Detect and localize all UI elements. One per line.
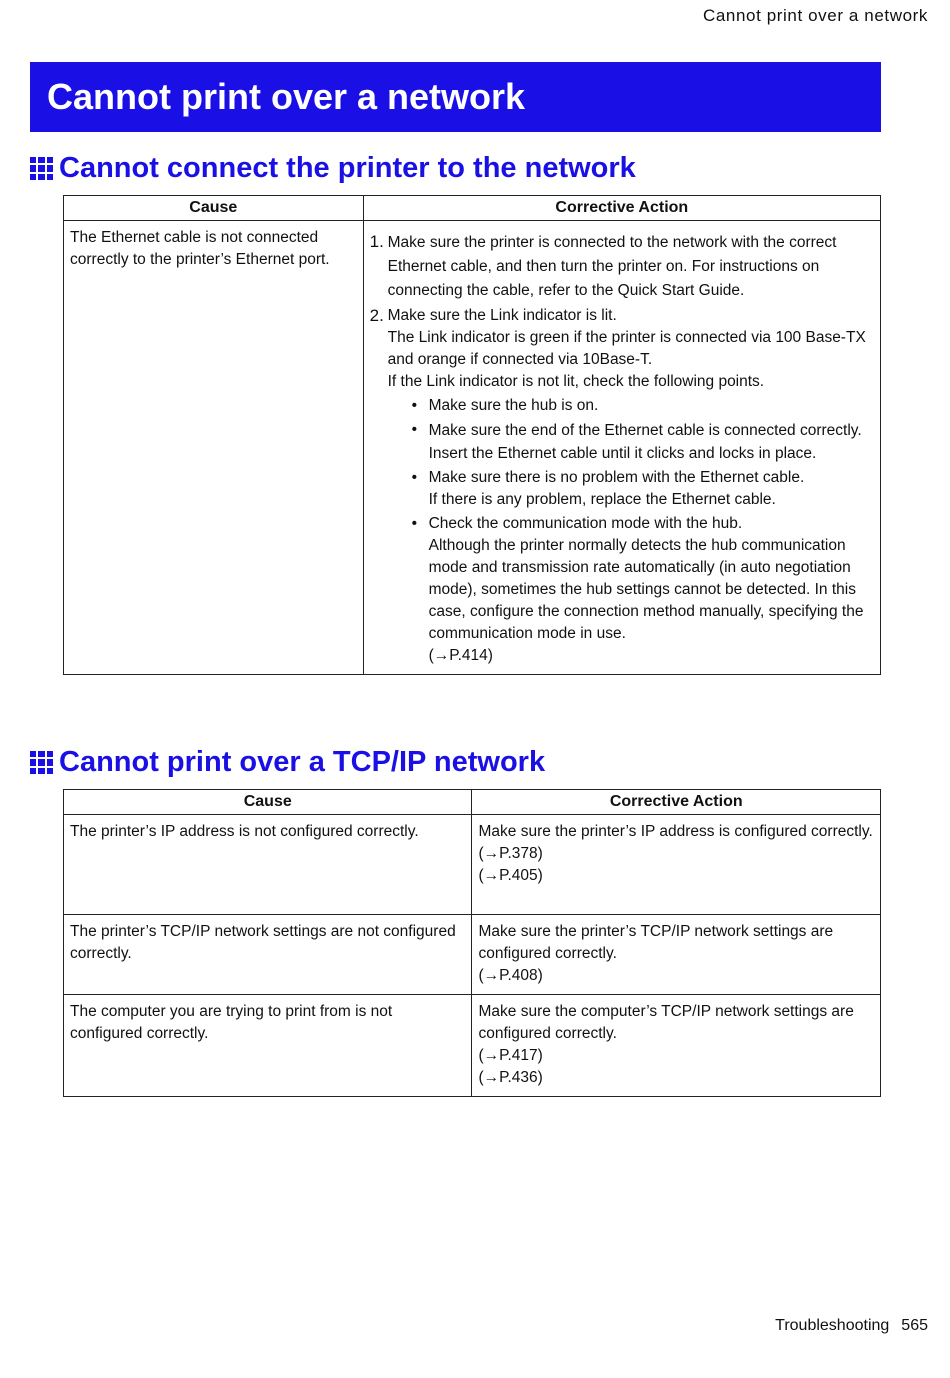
page-footer [775, 1317, 928, 1335]
cause-cell [64, 815, 472, 915]
action-cell [363, 221, 880, 675]
page-reference-link[interactable]: (→P.414) [428, 647, 493, 664]
cause-text: The printer’s IP address is not configured correctly. [70, 823, 419, 840]
table-row [64, 221, 881, 675]
column-header-cause: Cause [64, 790, 472, 815]
step-text: Make sure the printer is connected to the network with the correct Ethernet cable, and then turn the printer on. For instructions on connecting the cable, refer to the Quick Start Guide. [387, 234, 837, 299]
step-number: 2. [369, 306, 384, 325]
list-item [412, 513, 874, 667]
section-heading-text: Cannot print over a TCP/IP network [59, 746, 546, 778]
step-line: If the Link indicator is not lit, check the following points. [387, 373, 765, 390]
action-text: Make sure the printer’s TCP/IP network settings are configured correctly. [478, 923, 834, 962]
step-line: The Link indicator is green if the printer is connected via 100 Base-TX and orange if connected via 10Base-T. [387, 329, 866, 368]
action-cell [472, 815, 881, 915]
step-body [388, 305, 874, 667]
column-header-cause: Cause [64, 196, 364, 221]
list-item [412, 419, 874, 465]
cause-cell [64, 995, 472, 1097]
table-row [64, 995, 881, 1097]
cause-cell [64, 915, 472, 995]
action-cell [472, 995, 881, 1097]
list-item-line: Make sure there is no problem with the Ethernet cable. [428, 469, 805, 486]
column-header-action: Corrective Action [472, 790, 881, 815]
table-header-row [64, 196, 881, 221]
cause-text: The printer’s TCP/IP network settings are not configured correctly. [70, 923, 456, 962]
bullet-icon: • [411, 421, 418, 438]
step-line: Make sure the Link indicator is lit. [387, 307, 617, 324]
step-1 [370, 231, 874, 303]
page-reference-link[interactable]: (→P.408) [478, 967, 543, 984]
column-header-action: Corrective Action [363, 196, 880, 221]
list-item-line: Make sure the end of the Ethernet cable is connected correctly. [428, 422, 862, 439]
page-reference-link[interactable]: (→P.378) [478, 845, 543, 862]
section-heading-text: Cannot connect the printer to the network [59, 152, 636, 184]
action-text: Make sure the printer’s IP address is configured correctly. [478, 823, 873, 840]
bullet-icon: • [411, 515, 418, 532]
step-2 [370, 305, 874, 667]
page-number: 565 [901, 1317, 928, 1334]
list-item-line: Make sure the hub is on. [428, 397, 599, 414]
connect-troubleshoot-table [63, 195, 881, 675]
list-item-line: Check the communication mode with the hub. [428, 515, 743, 532]
step-number: 1. [369, 232, 384, 251]
page-title: Cannot print over a network [30, 62, 881, 132]
list-item [412, 467, 874, 511]
footer-section-name: Troubleshooting [775, 1317, 890, 1334]
list-item [412, 395, 874, 417]
bullet-icon: • [411, 469, 418, 486]
action-cell [472, 915, 881, 995]
cause-text: The Ethernet cable is not connected correctly to the printer’s Ethernet port. [70, 229, 330, 268]
cause-cell [64, 221, 364, 675]
check-list [388, 395, 874, 667]
grid-icon [30, 751, 53, 774]
table-row [64, 915, 881, 995]
bullet-icon: • [411, 397, 418, 414]
page-reference-link[interactable]: (→P.417) [478, 1047, 543, 1064]
table-header-row [64, 790, 881, 815]
list-item-line: Insert the Ethernet cable until it clicks and locks in place. [428, 445, 817, 462]
action-text: Make sure the computer’s TCP/IP network settings are configured correctly. [478, 1003, 854, 1042]
page-reference-link[interactable]: (→P.405) [478, 867, 543, 884]
cause-text: The computer you are trying to print from is not configured correctly. [70, 1003, 393, 1042]
table-row [64, 815, 881, 915]
section-heading-tcpip [30, 746, 545, 779]
grid-icon [30, 157, 53, 180]
list-item-line: If there is any problem, replace the Ethernet cable. [428, 491, 776, 508]
running-head: Cannot print over a network [702, 6, 928, 25]
list-item-line: Although the printer normally detects the hub communication mode and transmission rate automatically (in auto negotiation mode), sometimes the hub settings cannot be detected. In this case, configure the connection method manually, specifying the communication mode in use. [428, 537, 864, 642]
tcpip-troubleshoot-table [63, 789, 881, 1097]
section-heading-network-connect [30, 152, 636, 185]
page-reference-link[interactable]: (→P.436) [478, 1069, 543, 1086]
